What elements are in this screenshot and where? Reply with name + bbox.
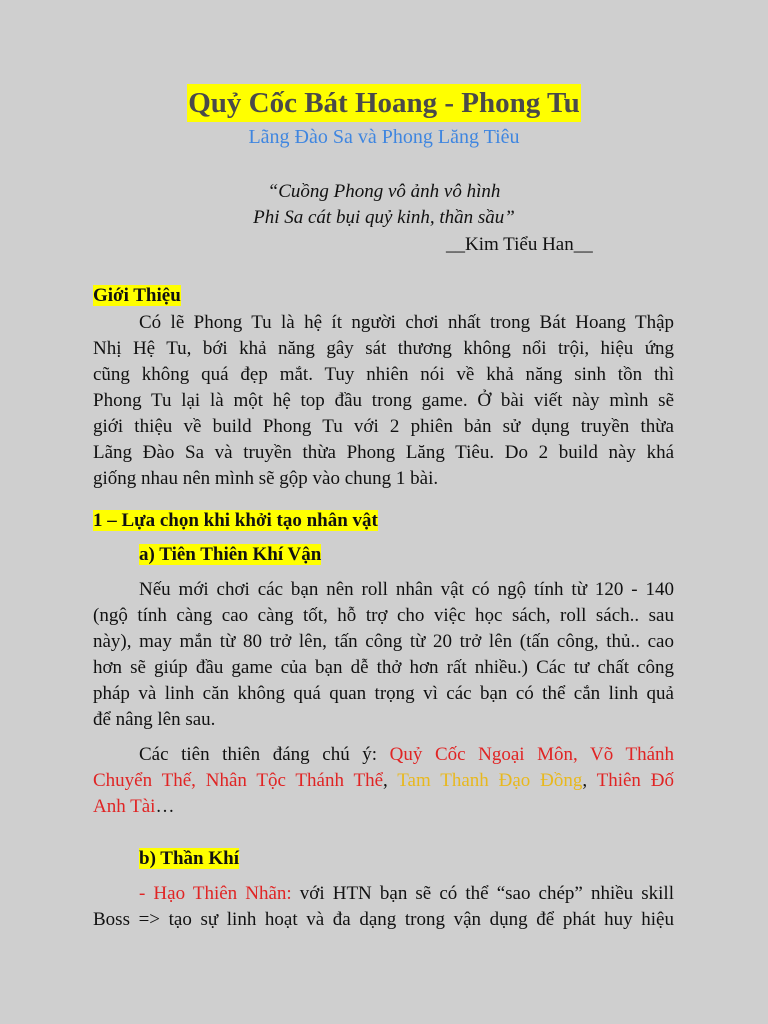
intro-line: Lãng Đào Sa và truyền thừa Phong Lăng Tiêu. Do 2 build này khá — [93, 442, 674, 463]
intro-line: giống nhau nên mình sẽ gộp vào chung 1 bài. — [93, 468, 439, 489]
sub-b-text-1: với HTN bạn sẽ có thể “sao chép” nhiều skill — [291, 883, 674, 904]
intro-line: cũng không quá đẹp mắt. Tuy nhiên nói về khả năng sinh tồn thì — [93, 364, 674, 385]
notable-line-2 — [93, 768, 674, 794]
notable-paragraph — [93, 742, 674, 820]
notable-red-2: Chuyển Thế, Nhân Tộc Thánh Thể — [93, 770, 383, 791]
subsection-a-heading-text: a) Tiên Thiên Khí Vận — [139, 544, 322, 565]
sub-a-line: (ngộ tính càng cao càng tốt, hỗ trợ cho việc học sách, roll sách.. sau — [93, 605, 674, 626]
intro-line: Có lẽ Phong Tu là hệ ít người chơi nhất trong Bát Hoang Thập — [139, 312, 674, 333]
section1-heading — [93, 510, 378, 532]
sub-a-line: hơn sẽ giúp đầu game của bạn dễ thở hơn rất nhiều.) Các tư chất công — [93, 657, 674, 678]
document-title: Quỷ Cốc Bát Hoang - Phong Tu — [187, 84, 581, 122]
notable-comma-1: , — [383, 770, 398, 791]
notable-red-1: Quỷ Cốc Ngoại Môn, Võ Thánh — [389, 744, 675, 765]
sub-b-line-2: Boss => tạo sự linh hoạt và đa dạng trong vận dụng để phát huy hiệu — [93, 909, 674, 930]
title-wrap — [0, 84, 768, 122]
subsection-b-heading — [139, 848, 239, 870]
intro-heading — [93, 285, 181, 307]
notable-prefix: Các tiên thiên đáng chú ý: — [139, 744, 390, 765]
subsection-a-heading — [139, 544, 321, 566]
section1-heading-text: 1 – Lựa chọn khi khởi tạo nhân vật — [93, 510, 378, 531]
sub-a-line: này), may mắn từ 80 trở lên, tấn công từ 20 trở lên (tấn công, thủ.. cao — [93, 631, 674, 652]
notable-suffix: … — [155, 796, 175, 817]
intro-line: Phong Tu lại là một hệ top đầu trong game. Ở bài viết này mình sẽ — [93, 390, 674, 411]
intro-line: giới thiệu về build Phong Tu với 2 phiên bản sử dụng truyền thừa — [93, 416, 674, 437]
sub-a-line: Nếu mới chơi các bạn nên roll nhân vật có ngộ tính từ 120 - 140 — [139, 579, 674, 600]
sub-b-line-1 — [93, 881, 674, 907]
intro-line: Nhị Hệ Tu, bới khả năng gây sát thương không nổi trội, hiệu ứng — [93, 338, 674, 359]
subsection-a-paragraph — [93, 577, 674, 733]
poem-line-2: Phi Sa cát bụi quỷ kinh, thần sầu” — [253, 207, 515, 228]
poem-line-1: “Cuồng Phong vô ảnh vô hình — [267, 181, 501, 202]
document-subtitle: Lãng Đào Sa và Phong Lăng Tiêu — [248, 126, 520, 148]
notable-comma-2: , — [582, 770, 597, 791]
notable-line-1 — [93, 742, 674, 768]
intro-paragraph — [93, 310, 674, 492]
notable-line-3 — [93, 794, 674, 820]
sub-a-line: pháp và linh căn không quá quan trọng vì các bạn có thể cắn linh quả — [93, 683, 674, 704]
subsection-b-paragraph — [93, 881, 674, 933]
notable-red-4: Anh Tài — [93, 796, 156, 817]
notable-red-3: Thiên Đố — [596, 770, 674, 791]
intro-heading-text: Giới Thiệu — [93, 285, 181, 306]
notable-gold: Tam Thanh Đạo Đồng — [397, 770, 583, 791]
hao-thien-nhan-label: - Hạo Thiên Nhãn: — [139, 883, 292, 904]
sub-a-line: để nâng lên sau. — [93, 709, 216, 730]
poem-author: __Kim Tiểu Han__ — [446, 234, 593, 255]
subsection-b-heading-text: b) Thần Khí — [139, 848, 239, 869]
